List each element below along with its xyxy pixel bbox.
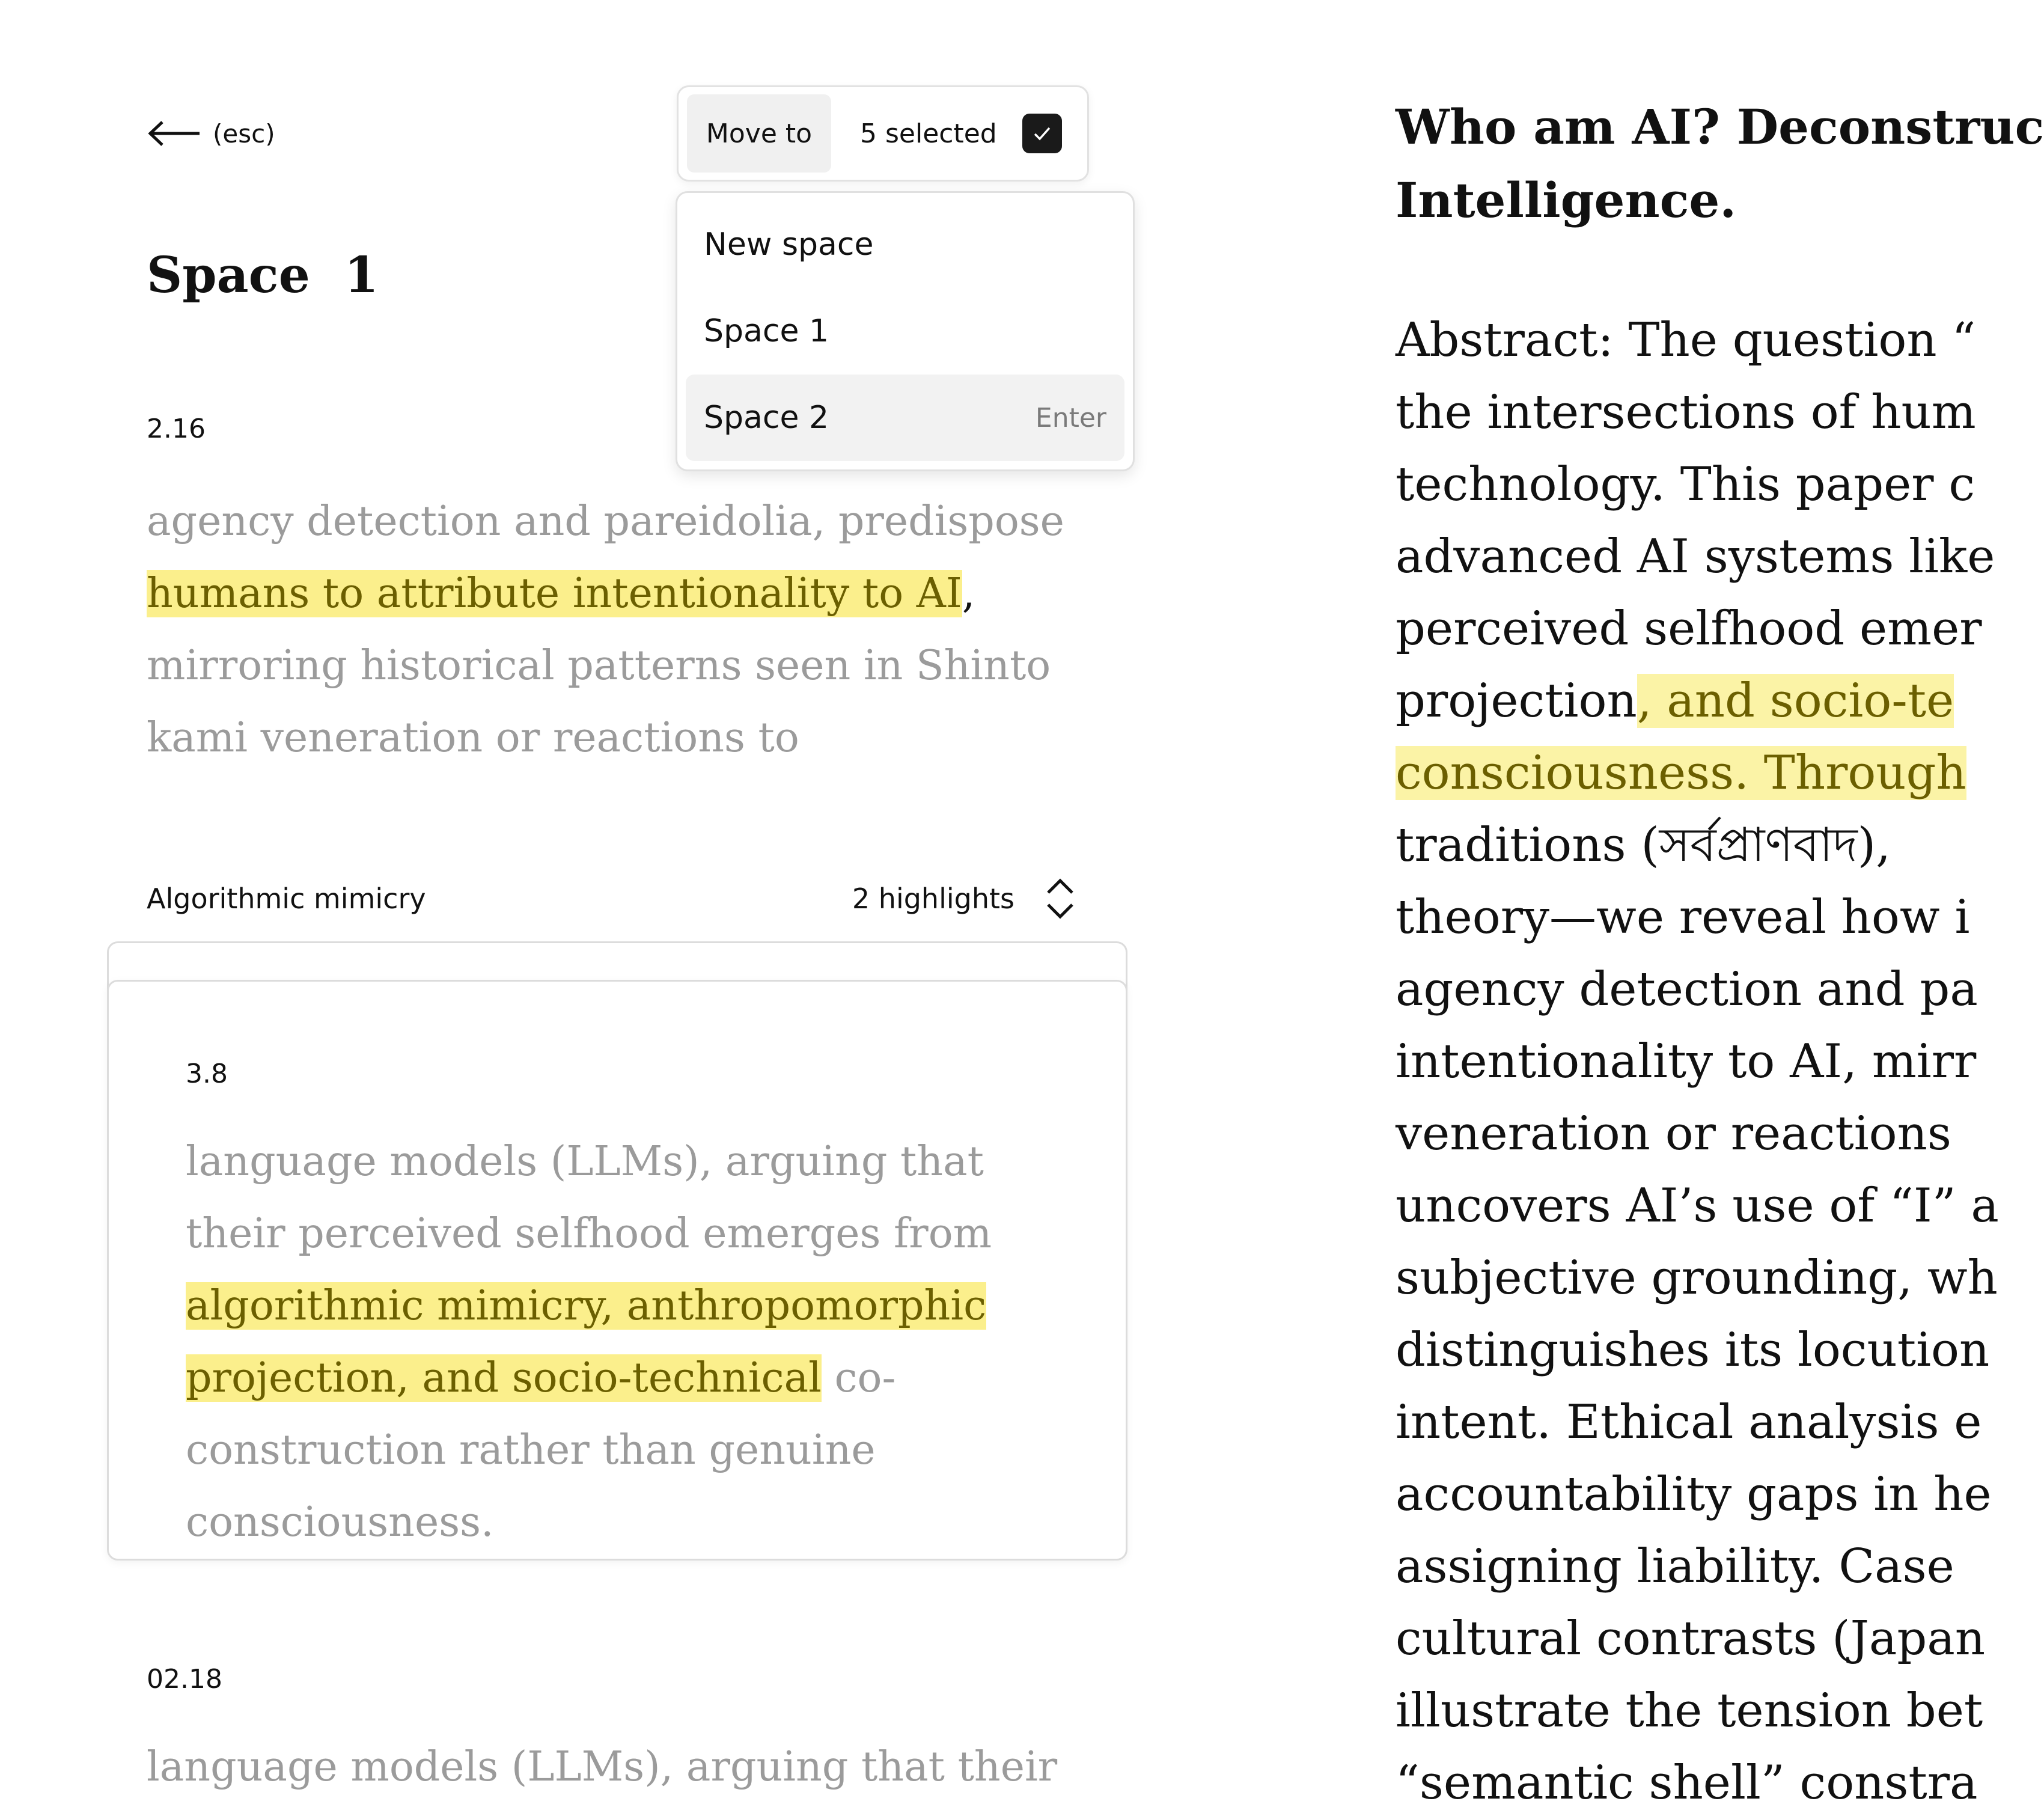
- move-to-dropdown: [676, 191, 1135, 471]
- paper-text: “semantic shell” constra: [1396, 1756, 1978, 1810]
- paper-line: [1396, 448, 1975, 521]
- back-button[interactable]: [147, 115, 275, 151]
- highlight-excerpt[interactable]: language models (LLMs), arguing that their: [147, 1743, 1058, 1791]
- paper-line: [1396, 1603, 1986, 1675]
- paper-line: [1396, 1458, 1992, 1530]
- space-title: Space 1: [147, 246, 379, 304]
- paper-text: distinguishes its locution: [1396, 1323, 1990, 1377]
- excerpt-text: language models (LLMs), arguing that their perceived selfhood emerges from: [186, 1138, 992, 1258]
- paper-line: [1396, 1314, 1990, 1386]
- paper-line: [1396, 304, 1976, 376]
- paper-title-line: Intelligence.: [1396, 172, 1737, 228]
- paper-text: subjective grounding, wh: [1396, 1251, 1998, 1305]
- paper-line: [1396, 737, 1966, 809]
- paper-text: Abstract: The question “: [1396, 313, 1976, 367]
- paper-highlight: , and socio-te: [1637, 674, 1954, 728]
- paper-line: [1396, 1026, 1977, 1098]
- paper-text: veneration or reactions: [1396, 1107, 1966, 1161]
- paper-line: [1396, 1675, 1983, 1747]
- group-highlight-count: 2 highlights: [852, 882, 1014, 915]
- paper-line: [1396, 881, 1970, 953]
- dropdown-item-label: Space 1: [704, 313, 829, 349]
- highlight-group-header[interactable]: [147, 872, 1078, 926]
- card-excerpt: [186, 1126, 1093, 1559]
- select-all-checkbox[interactable]: [1022, 114, 1062, 153]
- enter-shortcut-hint: Enter: [1035, 402, 1106, 433]
- excerpt-text: ,: [962, 570, 975, 617]
- paper-line: [1396, 665, 1954, 737]
- paper-line: [1396, 1386, 1982, 1458]
- paper-text: projection: [1396, 674, 1637, 728]
- selected-count: 5 selected: [860, 118, 997, 149]
- paper-line: [1396, 1530, 1969, 1603]
- paper-title-line: Who am AI? Deconstruc: [1396, 99, 2044, 155]
- paper-body: [1396, 304, 1999, 1810]
- paper-text: assigning liability. Case: [1396, 1539, 1969, 1594]
- excerpt-highlight: algorithmic mimicry, anthropomorphic projection, and socio-technical: [186, 1282, 987, 1402]
- excerpt-highlight: humans to attribute intentionality to AI: [147, 570, 962, 617]
- dropdown-item-space-1[interactable]: [686, 288, 1124, 374]
- paper-text: technology. This paper c: [1396, 457, 1975, 512]
- paper-line: [1396, 1747, 1978, 1819]
- highlight-card[interactable]: [107, 980, 1127, 1561]
- entry-page-number: 2.16: [147, 414, 206, 444]
- paper-line: [1396, 1098, 1966, 1170]
- back-label: (esc): [213, 118, 275, 148]
- move-to-button[interactable]: Move to: [687, 94, 831, 173]
- group-title: Algorithmic mimicry: [147, 882, 426, 915]
- paper-text: the intersections of hum: [1396, 385, 1976, 439]
- entry-page-number: 02.18: [147, 1664, 222, 1695]
- paper-line: [1396, 1170, 1999, 1242]
- paper-line: [1396, 809, 1936, 881]
- check-icon: [1030, 121, 1054, 145]
- highlight-excerpt[interactable]: [147, 486, 1072, 774]
- paper-line: [1396, 1242, 1998, 1314]
- excerpt-text: agency detection and pareidolia, predispose: [147, 498, 1064, 545]
- paper-text: traditions (সর্বপ্রাণবাদ),: [1396, 818, 1891, 872]
- excerpt-text: co-construction rather than genuine consciousness.: [186, 1354, 896, 1546]
- paper-title: [1396, 90, 2044, 237]
- paper-text: uncovers AI’s use of “I” a: [1396, 1179, 1999, 1233]
- arrow-left-icon: [147, 120, 202, 147]
- paper-text: perceived selfhood emer: [1396, 602, 1982, 656]
- paper-line: [1396, 593, 1982, 665]
- paper-line: [1396, 521, 1995, 593]
- paper-line: [1396, 376, 1976, 448]
- dropdown-item-label: Space 2: [704, 400, 829, 436]
- paper-text: accountability gaps in he: [1396, 1467, 1992, 1521]
- selection-toolbar: [677, 85, 1089, 182]
- dropdown-item-label: New space: [704, 227, 874, 263]
- paper-line: [1396, 953, 1978, 1026]
- paper-text: advanced AI systems like: [1396, 530, 1995, 584]
- paper-text: agency detection and pa: [1396, 962, 1978, 1016]
- dropdown-item-space-2[interactable]: [686, 374, 1124, 461]
- paper-text: theory—we reveal how i: [1396, 890, 1970, 944]
- paper-text: illustrate the tension bet: [1396, 1684, 1983, 1738]
- paper-text: cultural contrasts (Japan: [1396, 1612, 1986, 1666]
- dropdown-item-new-space[interactable]: [686, 201, 1124, 288]
- card-page-number: 3.8: [186, 1059, 228, 1089]
- paper-text: intent. Ethical analysis e: [1396, 1395, 1982, 1449]
- paper-text: intentionality to AI, mirr: [1396, 1035, 1977, 1089]
- paper-highlight: consciousness. Through: [1396, 746, 1966, 800]
- expand-collapse-icon[interactable]: [1042, 875, 1078, 923]
- excerpt-text: mirroring historical patterns seen in Shinto kami veneration or reactions to: [147, 642, 1051, 762]
